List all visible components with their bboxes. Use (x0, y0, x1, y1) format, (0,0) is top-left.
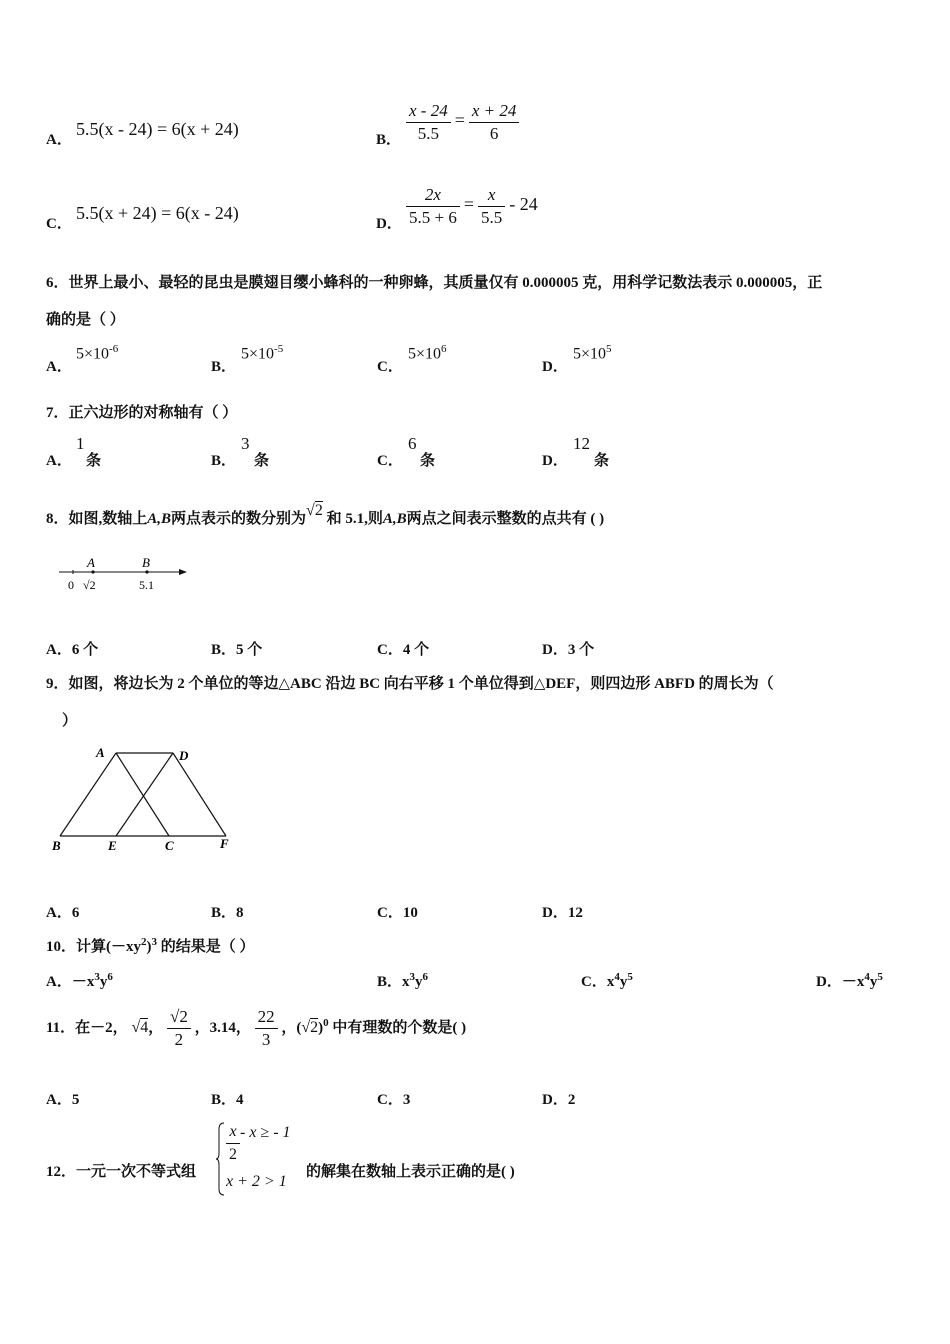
q9-option-a: A．6 (46, 905, 80, 921)
q6-option-b-value: $5\times 10^{-5}$ (241, 343, 284, 363)
arrow-head-icon (179, 569, 187, 575)
sqrt-4: √4 (131, 1018, 149, 1036)
q11-option-d: D．2 (542, 1092, 576, 1108)
q5-option-d-expression: $\frac{2x}{5.5 + 6}$ = $\frac{x}{5.5}$ - 24 (406, 184, 538, 229)
label-a: A (96, 745, 105, 760)
q12-stem-pre: 12．一元一次不等式组 (46, 1164, 197, 1180)
tick-label-5-1: 5.1 (139, 578, 154, 592)
fraction-sqrt2-over-2: $\frac{√2}{2}$ (167, 1006, 191, 1051)
q6-option-a-label: A． (46, 359, 72, 375)
q5-option-b-label: B． (376, 132, 402, 148)
q7-option-d-label: D． (542, 453, 568, 469)
q7-option-c-label: C． (377, 453, 403, 469)
label-b: B (52, 838, 61, 853)
label-a: A (87, 555, 95, 570)
q5-option-b-expression: $\frac{x - 24}{5.5}$ = $\frac{x + 24}{6}$ (406, 100, 519, 145)
q8-option-c: C．4 个 (377, 642, 430, 658)
point-b (145, 570, 148, 573)
label-c: C (165, 838, 174, 853)
q7-option-b-unit: 条 (254, 453, 270, 469)
q6-stem-line1: 6．世界上最小、最轻的昆虫是膜翅目缨小蜂科的一种卵蜂，其质量仅有 0.000005 克，用科学记数法表示 0.000005，正 (46, 275, 823, 291)
fraction: $\frac{x + 24}{6}$ (469, 100, 520, 145)
q9-stem-line2: ） (62, 713, 78, 729)
fraction: $\frac{x - 24}{5.5}$ (406, 100, 451, 145)
fraction: $\frac{x}{5.5}$ (478, 184, 505, 229)
q6-option-a-value: $5\times 10^{-6}$ (76, 343, 119, 363)
q9-option-d: D．12 (542, 905, 583, 921)
q12-stem-post: 的解集在数轴上表示正确的是( ) (306, 1164, 515, 1180)
label-b: B (142, 555, 150, 570)
label-f: F (220, 836, 229, 851)
q8-stem: 8．如图,数轴上A,B两点表示的数分别为√2 和 5.1,则A,B两点之间表示整数的点共有 ( ) (46, 502, 605, 527)
q11-option-a: A．5 (46, 1092, 80, 1108)
q5-option-a-label: A． (46, 132, 72, 148)
q11-stem: 11．在－2， √4， $\frac{√2}{2}$ ，3.14， $\frac{22}{3}$ ，$(√2)^0$ 中有理数的个数是( ) (46, 1007, 467, 1049)
q9-option-b: B．8 (211, 905, 244, 921)
label-d: D (179, 748, 189, 763)
tick-label-sqrt2: √2 (83, 578, 96, 592)
q10-stem: 10．计算$(-xy^2)^3$ 的结果是（ ） (46, 936, 255, 955)
q7-option-d-unit: 条 (594, 453, 610, 469)
tick-label-0: 0 (68, 578, 74, 592)
q10-option-b: B．$x^3y^6$ (377, 971, 429, 990)
point-a (91, 570, 94, 573)
q6-option-c-value: $5\times 10^6$ (408, 343, 447, 363)
brace-icon (216, 1121, 226, 1197)
fraction: $\frac{2x}{5.5 + 6}$ (406, 184, 460, 229)
q7-option-a-value: 1 (76, 434, 85, 453)
inequality-line-1: $\frac{x}{2}$ - x ≥ - 1 (226, 1121, 291, 1166)
q10-option-a: A．$-x^3y^6$ (46, 971, 113, 990)
q8-option-a: A．6 个 (46, 642, 99, 658)
q9-option-c: C．10 (377, 905, 418, 921)
number-line-figure (55, 550, 195, 598)
q6-stem-line2: 确的是（ ） (46, 312, 125, 328)
q9-stem-line1: 9．如图，将边长为 2 个单位的等边△ABC 沿边 BC 向右平移 1 个单位得到△DEF，则四边形 ABFD 的周长为（ (46, 676, 774, 692)
q6-option-b-label: B． (211, 359, 237, 375)
sqrt-2: √2 (301, 1018, 319, 1036)
q6-option-c-label: C． (377, 359, 403, 375)
fraction-22-over-3: $\frac{22}{3}$ (255, 1006, 278, 1051)
q6-option-d-label: D． (542, 359, 568, 375)
segment-df (173, 753, 226, 836)
q6-option-d-value: $5\times 10^5$ (573, 343, 612, 363)
q7-option-d-value: 12 (573, 434, 590, 453)
q8-option-d: D．3 个 (542, 642, 595, 658)
q8-option-b: B．5 个 (211, 642, 263, 658)
sqrt-expression: √2 (306, 502, 323, 519)
q7-option-b-value: 3 (241, 434, 250, 453)
q7-option-c-unit: 条 (420, 453, 436, 469)
q7-option-b-label: B． (211, 453, 237, 469)
q7-option-a-unit: 条 (86, 453, 102, 469)
q10-option-d: D．$-x^4y^5$ (816, 971, 883, 990)
triangle-translation-figure (46, 740, 246, 860)
label-e: E (108, 838, 117, 853)
q7-stem: 7．正六边形的对称轴有（ ） (46, 405, 238, 421)
q7-option-a-label: A． (46, 453, 72, 469)
q10-option-c: C．$x^4y^5$ (581, 971, 633, 990)
q5-option-a-expression: 5.5(x - 24) = 6(x + 24) (76, 119, 239, 139)
q7-option-c-value: 6 (408, 434, 417, 453)
q5-option-c-expression: 5.5(x + 24) = 6(x - 24) (76, 203, 239, 223)
segment-ab (60, 753, 116, 836)
inequality-system (216, 1121, 304, 1197)
q11-option-c: C．3 (377, 1092, 411, 1108)
inequality-line-2: x + 2 > 1 (226, 1173, 287, 1190)
q5-option-d-label: D． (376, 216, 402, 232)
q5-option-c-label: C． (46, 216, 72, 232)
q11-option-b: B．4 (211, 1092, 244, 1108)
